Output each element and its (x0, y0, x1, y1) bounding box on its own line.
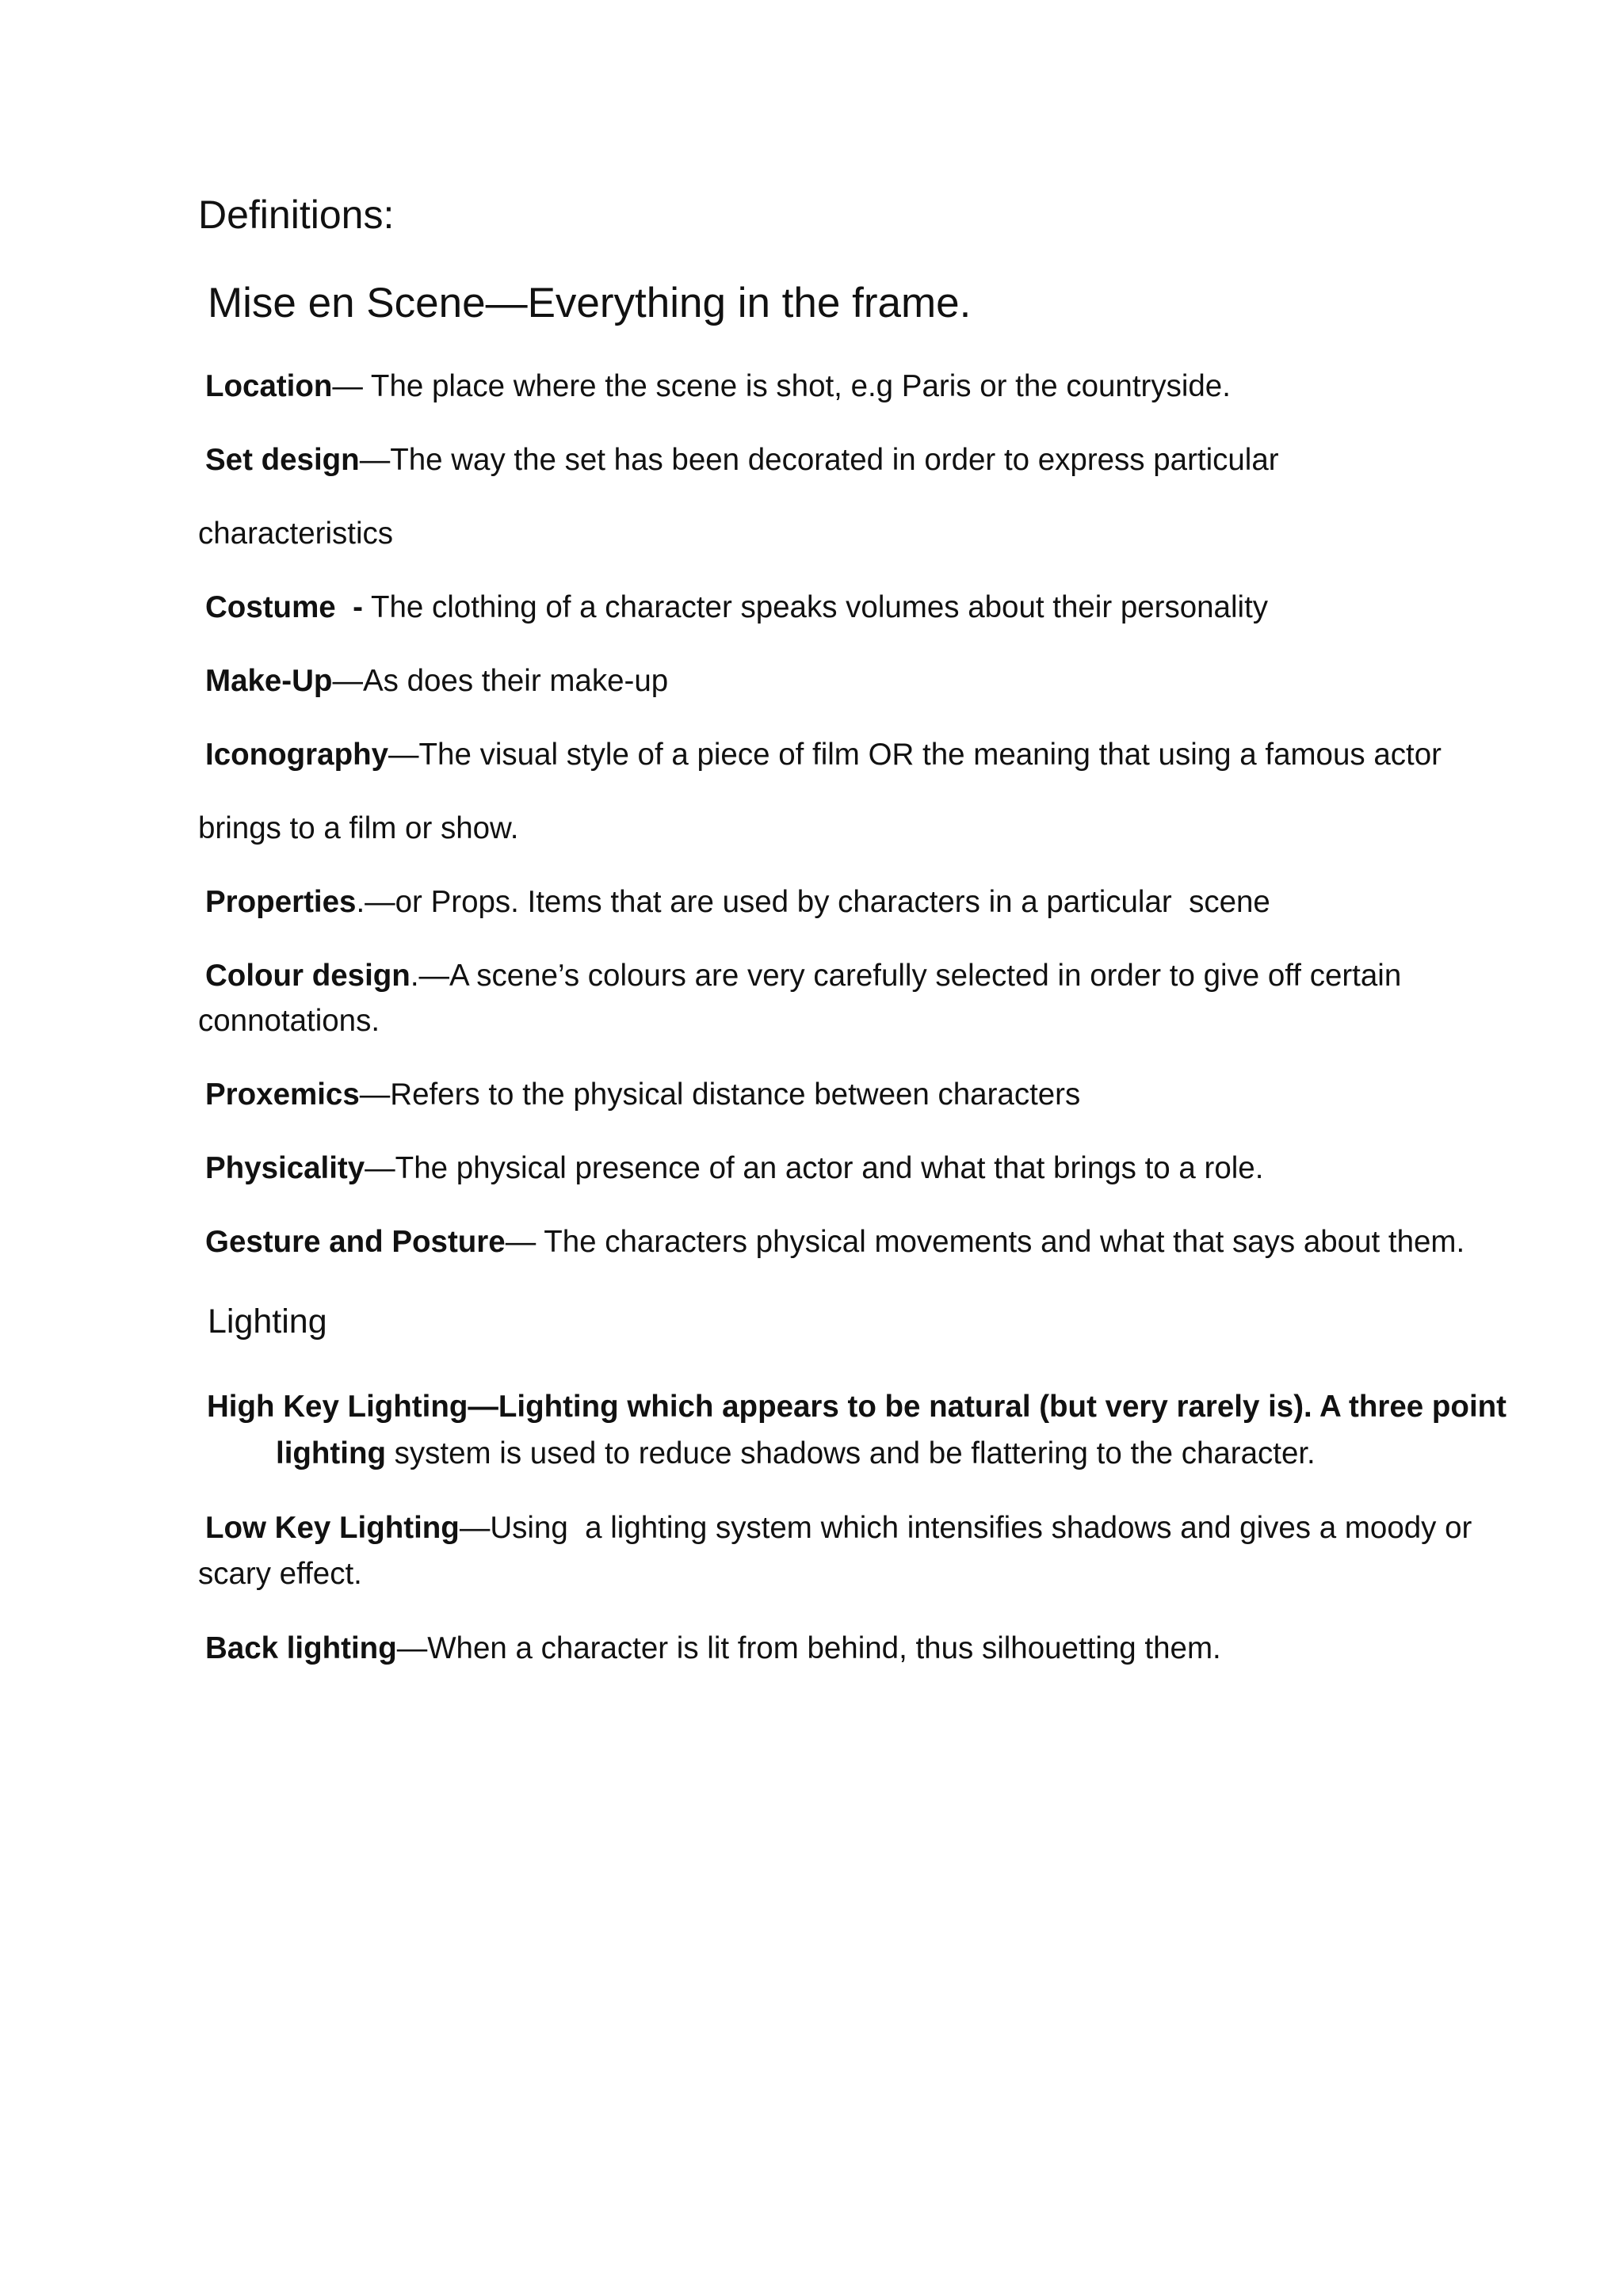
term-make-up: Make-Up (205, 664, 333, 698)
term-low-key-lighting: Low Key Lighting (205, 1511, 460, 1545)
definition-back-lighting-text: —When a character is lit from behind, thus silhouetting them. (396, 1631, 1221, 1665)
definition-colour-design-continuation: connotations. (198, 1004, 380, 1038)
term-colour-design: Colour design (205, 959, 411, 993)
definition-properties-text: .—or Props. Items that are used by characters in a particular scene (356, 885, 1270, 919)
definition-iconography-continuation: brings to a film or show. (198, 811, 519, 845)
definition-set-design (205, 441, 1279, 479)
definition-iconography-text: —The visual style of a piece of film OR the meaning that using a famous actor (388, 738, 1442, 772)
definition-colour-design-text: .—A scene’s colours are very carefully selected in order to give off certain (410, 959, 1402, 993)
term-high-key-lighting: High Key Lighting—Lighting which appears to be natural (but very rarely is). A three point (207, 1390, 1507, 1424)
document-heading: Definitions: (198, 193, 395, 237)
definition-colour-design (205, 957, 1401, 995)
definition-high-key-lighting (207, 1388, 1507, 1426)
definition-make-up-text: —As does their make-up (332, 664, 669, 698)
definition-gesture-posture-text: — The characters physical movements and what that says about them. (505, 1225, 1465, 1259)
term-proxemics: Proxemics (205, 1077, 360, 1112)
definition-low-key-lighting-continuation: scary effect. (198, 1557, 362, 1591)
definition-high-key-lighting-continuation (276, 1435, 1316, 1473)
definition-physicality (205, 1150, 1263, 1188)
definition-make-up (205, 662, 668, 700)
definition-location-text: — The place where the scene is shot, e.g Paris or the countryside. (332, 369, 1231, 403)
definition-set-design-continuation: characteristics (198, 517, 394, 551)
term-iconography: Iconography (205, 738, 389, 772)
definition-properties (205, 883, 1270, 921)
definition-physicality-text: —The physical presence of an actor and what that brings to a role. (365, 1151, 1264, 1185)
mise-en-scene-heading: Mise en Scene—Everything in the frame. (208, 280, 972, 326)
definition-proxemics-text: —Refers to the physical distance between characters (359, 1077, 1081, 1112)
term-gesture-posture: Gesture and Posture (205, 1225, 506, 1259)
definition-low-key-lighting-text: —Using a lighting system which intensifies shadows and gives a moody or (459, 1511, 1472, 1545)
definition-iconography (205, 736, 1442, 774)
lighting-heading: Lighting (208, 1302, 327, 1341)
definition-proxemics (205, 1076, 1080, 1114)
definition-high-key-lighting-text: system is used to reduce shadows and be flattering to the character. (385, 1436, 1316, 1470)
definition-costume-text: The clothing of a character speaks volumes about their personality (362, 590, 1269, 624)
definition-gesture-posture (205, 1223, 1465, 1261)
definition-back-lighting (205, 1630, 1221, 1668)
term-physicality: Physicality (205, 1151, 365, 1185)
definition-location (205, 368, 1231, 406)
term-set-design: Set design (205, 443, 360, 477)
term-location: Location (205, 369, 333, 403)
definition-low-key-lighting (205, 1509, 1472, 1547)
term-back-lighting: Back lighting (205, 1631, 397, 1665)
term-properties: Properties (205, 885, 357, 919)
term-high-key-lighting-continuation: lighting (276, 1436, 386, 1470)
term-costume: Costume - (205, 590, 363, 624)
definition-set-design-text: —The way the set has been decorated in order to express particular (359, 443, 1279, 477)
definition-costume (205, 589, 1268, 627)
